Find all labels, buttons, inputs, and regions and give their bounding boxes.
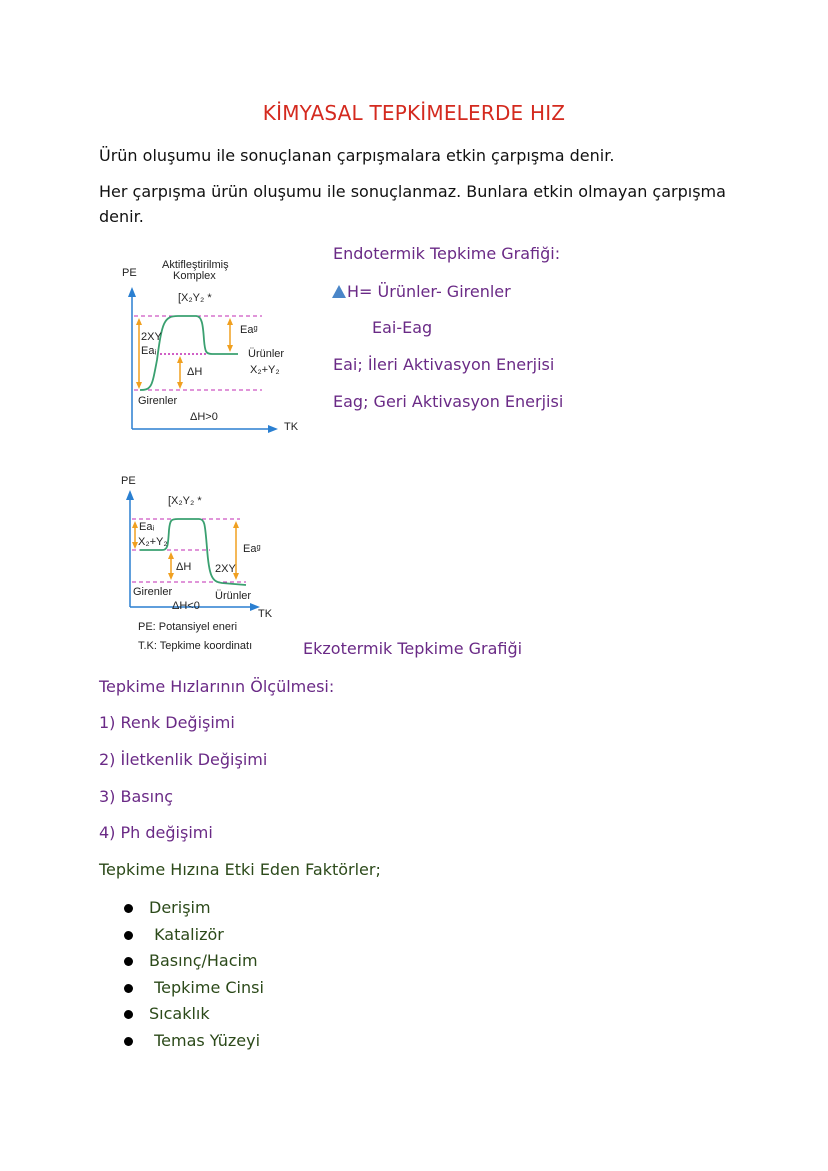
products-formula: X₂+Y₂ [250,364,280,376]
intro-paragraph-2-line-1: Her çarpışma ürün oluşumu ile sonuçlanmaz. Bunlara etkin olmayan çarpışma [99,182,726,201]
delta-h-arrow-up-icon [168,552,174,559]
bullet-icon [124,1010,133,1019]
y-axis-arrow-icon [126,490,134,500]
factor-label: Temas Yüzeyi [149,1030,261,1050]
reactant-formula: X₂+Y₂ [138,536,168,548]
reactants-label: Girenler [138,395,178,407]
measurement-heading: Tepkime Hızlarının Ölçülmesi: [99,677,335,696]
condition-label: ΔH>0 [190,411,218,423]
eai-label: Eaᵢ [139,521,155,533]
bullet-icon [124,957,133,966]
complex-label-line-2: Komplex [173,270,216,282]
measurement-item: 2) İletkenlik Değişimi [99,750,268,769]
factor-item [122,1030,264,1057]
eag-definition: Eag; Geri Aktivasyon Enerjisi [333,392,564,411]
exo-caption: Ekzotermik Tepkime Grafiği [303,639,523,658]
pe-axis-label: PE [121,475,136,487]
eai-arrow-up-icon [136,318,142,325]
eai-definition: Eai; İleri Aktivasyon Enerjisi [333,355,555,374]
products-formula: 2XY [215,563,236,575]
factor-label: Sıcaklık [149,1004,210,1023]
page-title: KİMYASAL TEPKİMELERDE HIZ [262,101,566,125]
delta-h-arrow-down-icon [168,573,174,580]
factor-label: Katalizör [149,924,224,944]
factor-item [122,977,264,1004]
complex-formula: [X₂Y₂ * [168,495,202,507]
endo-heading: Endotermik Tepkime Grafiği: [333,244,561,263]
eag-arrow-up-icon [227,318,233,325]
pe-axis-label: PE [122,267,137,279]
factor-label: Derişim [149,898,211,917]
x-axis-label: TK [258,608,273,620]
measurement-item: 4) Ph değişimi [99,823,213,842]
eag-label: Eaᵍ [243,543,261,555]
eag-arrow-up-icon [233,521,239,528]
bullet-icon [124,984,133,993]
factor-item [122,897,264,924]
eai-label: Eaᵢ [141,345,157,357]
factor-item [122,924,264,951]
factors-heading: Tepkime Hızına Etki Eden Faktörler; [99,860,381,879]
factor-label: Tepkime Cinsi [149,977,264,997]
legend-tk: T.K: Tepkime koordinatı [138,640,253,652]
eai-arrow-down-icon [136,382,142,389]
delta-h-label: ΔH [187,366,203,378]
intro-paragraph-1: Ürün oluşumu ile sonuçlanan çarpışmalara etkin çarpışma denir. [99,146,615,165]
factor-item [122,950,264,977]
factors-list [122,897,264,1056]
eai-eag-formula: Eai-Eag [372,318,433,337]
complex-label-line-1: Aktifleştirilmiş [162,259,229,271]
bullet-icon [124,1037,133,1046]
delta-h-formula-text: H= Ürünler- Girenler [347,282,511,301]
complex-formula: [X₂Y₂ * [178,292,212,304]
delta-h-formula [332,282,511,301]
exothermic-diagram [108,470,288,655]
eag-arrow-down-icon [227,345,233,352]
bullet-icon [124,931,133,940]
measurement-item: 1) Renk Değişimi [99,713,235,732]
eag-label: Eaᵍ [240,324,258,336]
bullet-icon [124,904,133,913]
reactants-label: Girenler [133,586,173,598]
delta-h-label: ΔH [176,561,192,573]
factor-item [122,1003,264,1030]
reaction-curve [140,519,246,585]
intro-paragraph-2-line-2: denir. [99,207,144,226]
legend-pe: PE: Potansiyel eneri [138,621,238,633]
y-axis-arrow-icon [128,287,136,297]
x-axis-arrow-icon [268,425,278,433]
eai-arrow-up-icon [132,521,138,528]
endothermic-diagram [108,250,308,440]
x-axis-label: TK [284,421,299,433]
condition-label: ΔH<0 [172,600,200,612]
delta-h-arrow-down-icon [177,382,183,389]
products-label: Ürünler [248,348,285,360]
measurement-item: 3) Basınç [99,787,174,806]
reactant-formula: 2XY [141,331,162,343]
delta-triangle-icon [332,285,346,298]
delta-h-arrow-up-icon [177,356,183,363]
factor-label: Basınç/Hacim [149,951,258,970]
products-label: Ürünler [215,590,252,602]
